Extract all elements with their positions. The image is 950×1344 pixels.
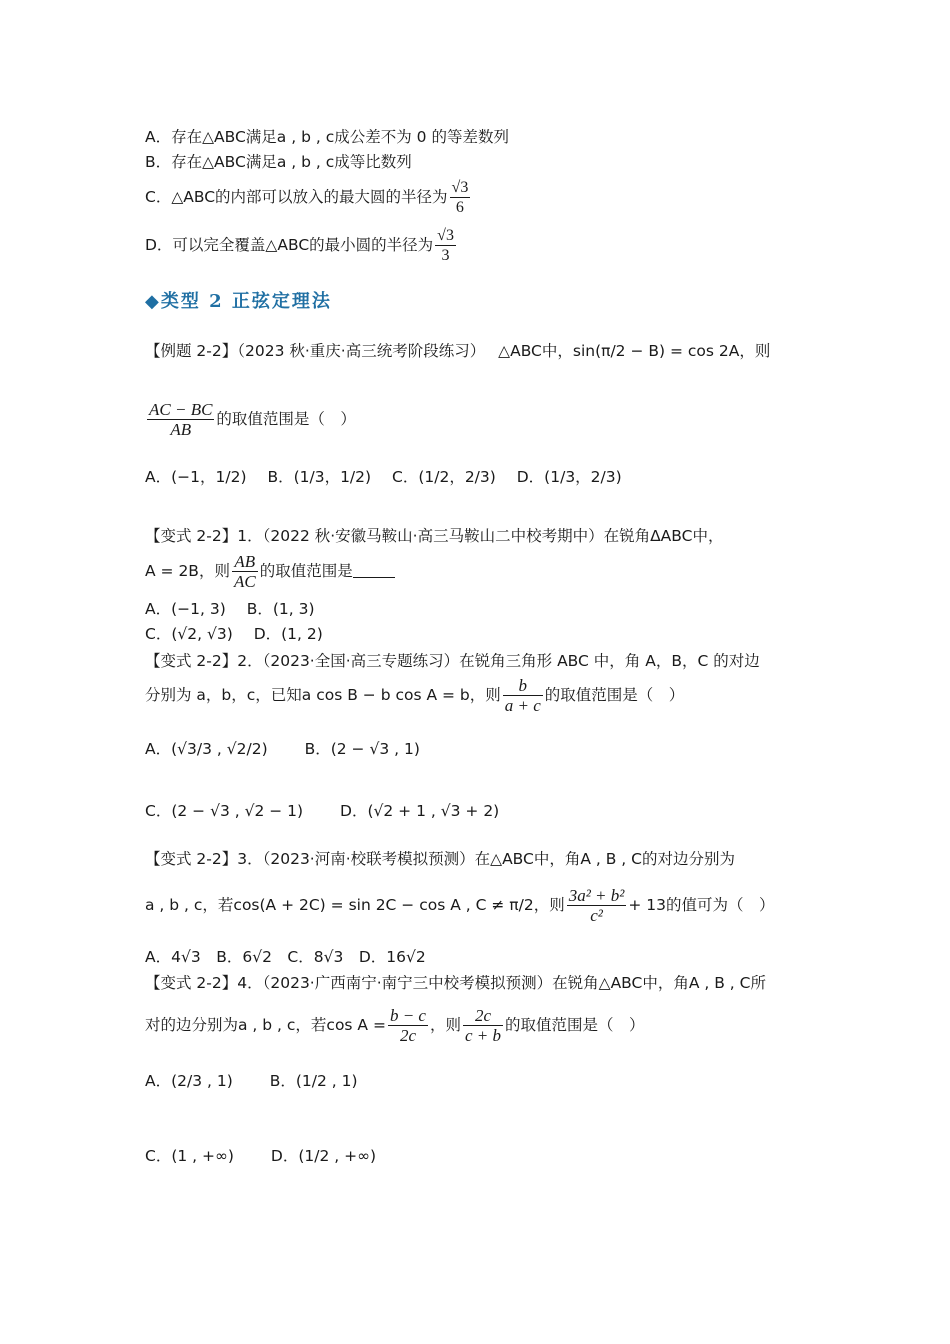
prev-c-den: 6 bbox=[455, 199, 464, 216]
variant2-option-c: C．(2 − √3 , √2 − 1) bbox=[145, 802, 304, 820]
variant1-option-a: A．(−1, 3) bbox=[145, 600, 226, 618]
variant2-options-cd bbox=[145, 800, 499, 822]
variant3-options: A．4√3 B．6√2 C．8√3 D．16√2 bbox=[145, 948, 426, 966]
variant4-options-ab bbox=[145, 1070, 358, 1092]
variant1-line1: 【变式 2-2】1．（2022 秋·安徽马鞍山·高三马鞍山二中校考期中）在锐角ΔABC中， bbox=[145, 527, 724, 545]
variant2-option-a: A．(√3/3 , √2/2) bbox=[145, 740, 268, 758]
variant2-line2: 分别为 a，b，c，已知a cos B − b cos A = b，则 $\frac{b}{a + c}$ 的取值范围是（ ） bbox=[145, 676, 685, 715]
prev-option-a: A．存在△ABC满足a , b , c成公差不为 0 的等差数列 bbox=[145, 128, 509, 146]
variant1-option-c: C．(√2, √3) bbox=[145, 625, 233, 643]
answer-blank[interactable] bbox=[353, 577, 395, 578]
example-option-b: B．(1/3，1/2) bbox=[267, 468, 372, 486]
example-label: 【例题 2-2】（2023 秋·重庆·高三统考阶段练习） bbox=[145, 342, 486, 360]
prev-option-d: D．可以完全覆盖△ABC的最小圆的半径为 $\frac{√3}{3}$ bbox=[145, 227, 454, 264]
variant4-line1: 【变式 2-2】4．（2023·广西南宁·南宁三中校考模拟预测）在锐角△ABC中，角A , B , C所 bbox=[145, 974, 766, 992]
variant2-options-ab bbox=[145, 738, 420, 760]
variant1-line2: A = 2B，则 $\frac{AB}{AC}$ 的取值范围是 bbox=[145, 552, 395, 591]
variant1-option-d: D．(1, 2) bbox=[253, 625, 323, 643]
example-option-c: C．(1/2，2/3) bbox=[392, 468, 496, 486]
prev-c-num: √3 bbox=[451, 179, 469, 196]
prev-option-b: B．存在△ABC满足a , b , c成等比数列 bbox=[145, 153, 412, 171]
variant2-line1: 【变式 2-2】2．（2023·全国·高三专题练习）在锐角三角形 ABC 中，角 A，B，C 的对边 bbox=[145, 652, 760, 670]
prev-d-num: √3 bbox=[437, 227, 454, 244]
section-heading: ◆类型 2 正弦定理法 bbox=[145, 291, 332, 312]
variant2-option-b: B．(2 − √3 , 1) bbox=[304, 740, 420, 758]
variant1-option-b: B．(1, 3) bbox=[246, 600, 315, 618]
variant3-line2: a , b , c，若cos(A + 2C) = sin 2C − cos A , C ≠ π/2，则 $\frac{\text{3a² + b²}}{\text{c²}}$ + 13的值可为（ ） bbox=[145, 886, 775, 925]
prev-option-c: C．△ABC的内部可以放入的最大圆的半径为 $\frac{√3}{6}$ bbox=[145, 179, 469, 216]
example-header bbox=[145, 340, 770, 362]
variant4-option-c: C．(1 , +∞) bbox=[145, 1147, 234, 1165]
variant4-option-b: B．(1/2 , 1) bbox=[269, 1072, 358, 1090]
variant4-option-a: A．(2/3 , 1) bbox=[145, 1072, 233, 1090]
variant1-options-ab bbox=[145, 598, 315, 620]
example-condition: △ABC中，sin(π/2 − B) = cos 2A，则 bbox=[498, 342, 771, 360]
variant3-line1: 【变式 2-2】3．（2023·河南·校联考模拟预测）在△ABC中，角A , B , C的对边分别为 bbox=[145, 850, 735, 868]
variant2-option-d: D．(√2 + 1 , √3 + 2) bbox=[340, 802, 500, 820]
example-option-d: D．(1/3，2/3) bbox=[516, 468, 622, 486]
variant4-options-cd bbox=[145, 1145, 376, 1167]
prev-d-den: 3 bbox=[441, 247, 450, 264]
variant1-options-cd bbox=[145, 623, 323, 645]
example-question: $\frac{AC - BC}{AB}$ 的取值范围是（ ） bbox=[149, 400, 356, 439]
variant4-option-d: D．(1/2 , +∞) bbox=[270, 1147, 377, 1165]
example-option-a: A．(−1，1/2) bbox=[145, 468, 247, 486]
variant4-line2: 对的边分别为a , b , c，若cos A = $\frac{b - c}{2c}$ ，则 $\frac{2c}{c + b}$ 的取值范围是（ ） bbox=[145, 1006, 645, 1045]
example-options bbox=[145, 466, 622, 488]
